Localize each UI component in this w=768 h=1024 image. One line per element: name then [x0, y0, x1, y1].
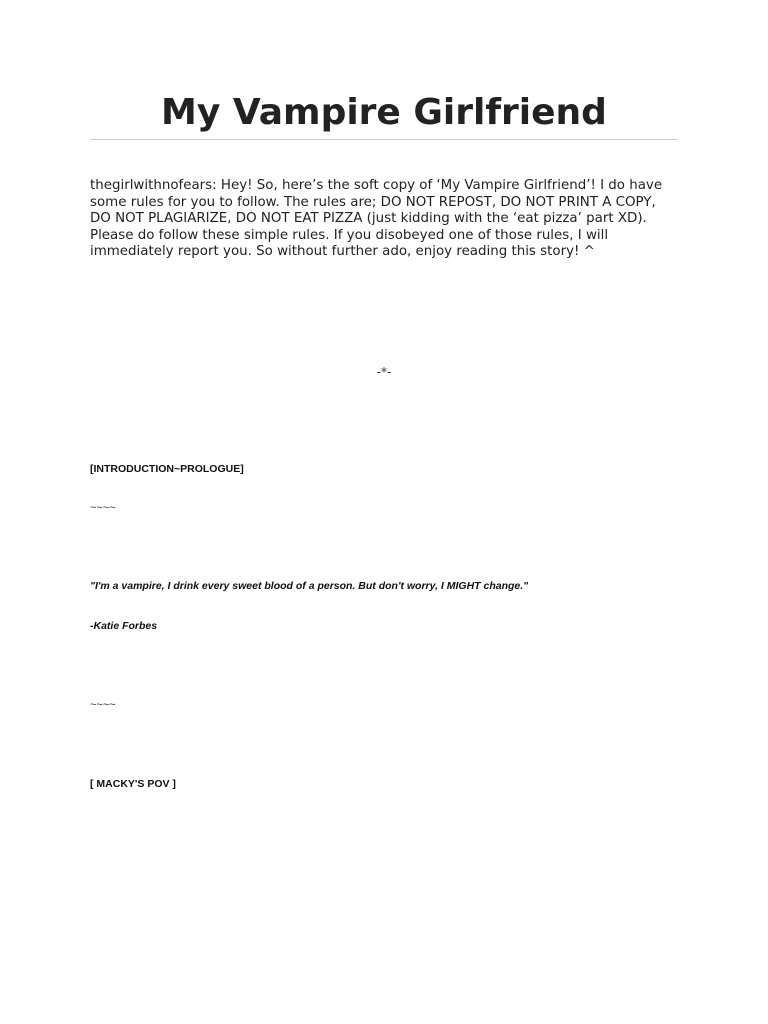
quote-attribution: -Katie Forbes	[90, 620, 158, 632]
tilde-divider-2: ~~~~	[90, 699, 116, 711]
pov-heading: [ MACKY'S POV ]	[90, 778, 176, 790]
section-heading: [INTRODUCTION~PROLOGUE]	[90, 463, 244, 475]
prologue-quote: "I'm a vampire, I drink every sweet blood of a person. But don't worry, I MIGHT change."	[90, 580, 529, 592]
title-divider	[90, 139, 678, 140]
section-separator: -*-	[376, 365, 392, 379]
tilde-divider-1: ~~~~	[90, 502, 116, 514]
document-title: My Vampire Girlfriend	[161, 92, 607, 133]
author-note: thegirlwithnofears: Hey! So, here’s the soft copy of ‘My Vampire Girlfriend’! I do have some rules for you to follow. The rules are; DO NOT REPOST, DO NOT PRINT A COPY, DO NOT PLAGIARIZE, DO NOT EAT PIZZA (just kidding with the ‘eat pizza’ part XD). Please do follow these simple rules. If you disobeyed one of those rules, I will immediately report you. So without further ado, enjoy reading this story! ^	[90, 178, 663, 259]
